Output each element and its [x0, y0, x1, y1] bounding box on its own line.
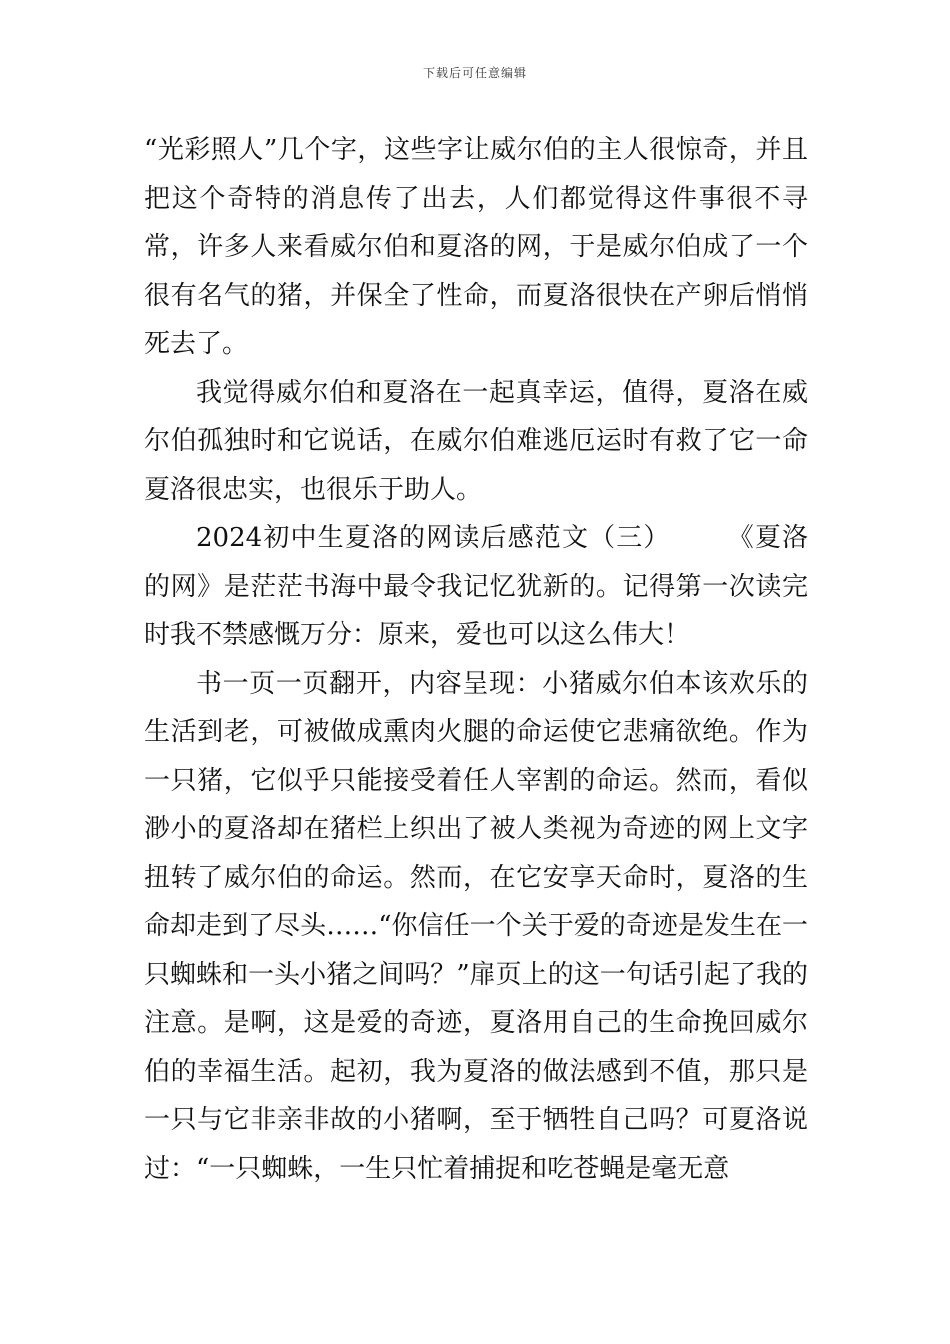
- page-header: 下载后可任意编辑: [422, 66, 527, 80]
- paragraph-2: 我觉得威尔伯和夏洛在一起真幸运，值得，夏洛在威尔伯孤独时和它说话，在威尔伯难逃厄运时有救了它一命夏洛很忠实，也很乐于助人。: [144, 377, 808, 505]
- paragraph-3-text: 《夏洛的网》是茫茫书海中最令我记忆犹新的。记得第一次读完时我不禁感慨万分：原来，爱也可以这么伟大！: [144, 523, 808, 650]
- paragraph-1: “光彩照人”几个字，这些字让威尔伯的主人很惊奇，并且把这个奇特的消息传了出去，人们都觉得这件事很不寻常，许多人来看威尔伯和夏洛的网，于是威尔伯成了一个很有名气的猪，并保全了性命，而夏洛很快在产卵后悄悄死去了。: [144, 135, 808, 359]
- paragraph-3: [144, 514, 808, 660]
- paragraph-4: 书一页一页翻开，内容呈现：小猪威尔伯本该欢乐的生活到老，可被做成熏肉火腿的命运使它悲痛欲绝。作为一只猪，它似乎只能接受着任人宰割的命运。然而，看似渺小的夏洛却在猪栏上织出了被人类视为奇迹的网上文字扭转了威尔伯的命运。然而，在它安享天命时，夏洛的生命却走到了尽头……“你信任一个关于爱的奇迹是发生在一只蜘蛛和一头小猪之间吗？”扉页上的这一句话引起了我的注意。是啊，这是爱的奇迹，夏洛用自己的生命挽回威尔伯的幸福生活。起初，我为夏洛的做法感到不值，那只是一只与它非亲非故的小猪啊，至于牺牲自己吗？可夏洛说过：“一只蜘蛛，一生只忙着捕捉和吃苍蝇是毫无意: [144, 668, 808, 1184]
- document-body: [144, 126, 808, 1193]
- section-title: 2024初中生夏洛的网读后感范文（三）: [196, 523, 671, 553]
